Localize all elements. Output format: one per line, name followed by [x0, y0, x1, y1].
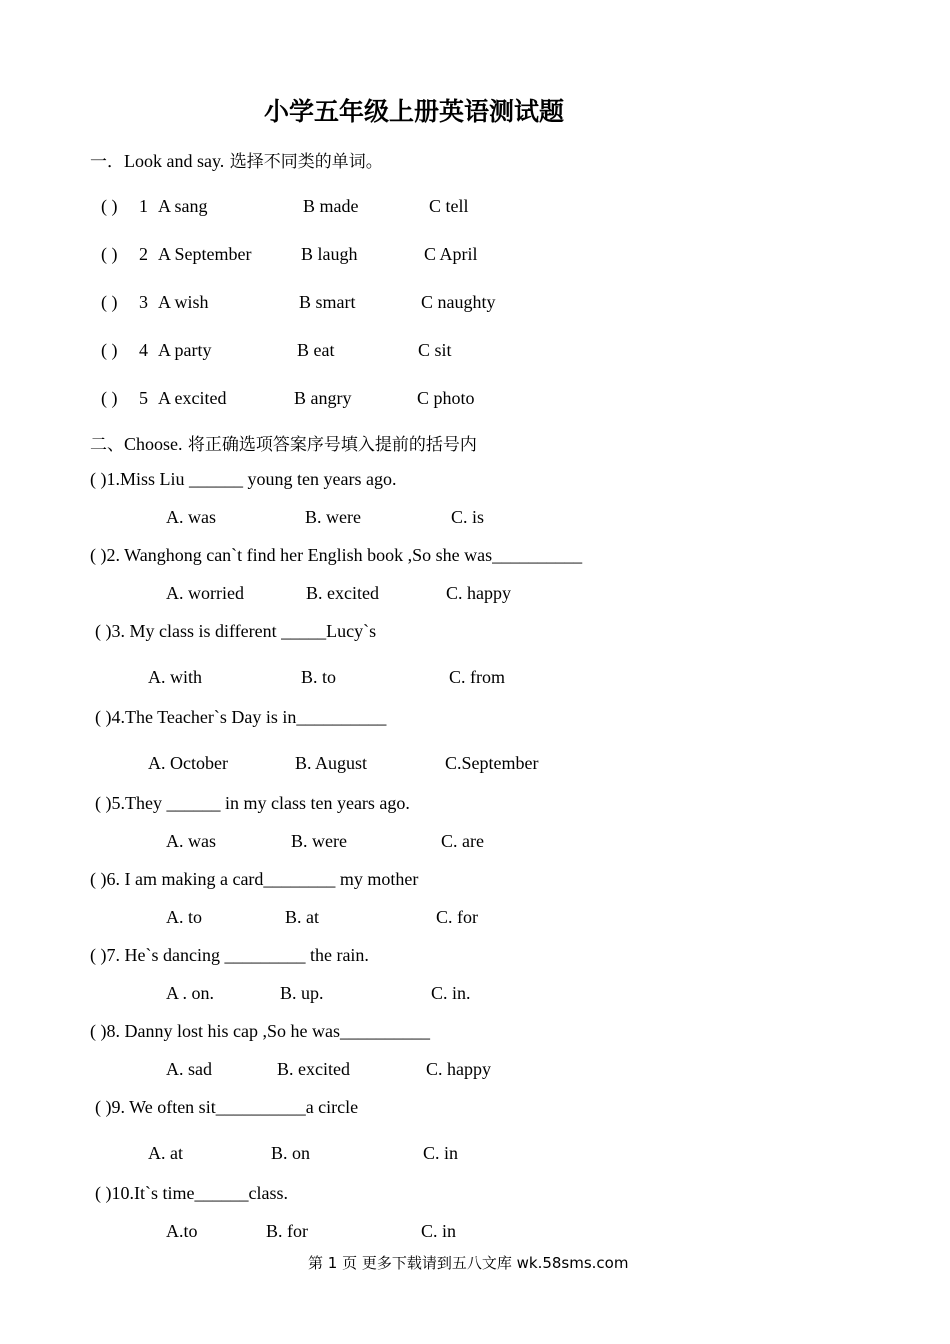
q7-stem: ( )7. He`s dancing _________ the rain.	[90, 945, 369, 965]
q10-stem: ( )10.It`s time______class.	[95, 1183, 288, 1203]
s1-item-2-option-a: A September	[158, 244, 252, 264]
q9-stem: ( )9. We often sit__________a circle	[95, 1097, 359, 1117]
q1-option-c: C. is	[451, 507, 485, 527]
q8-stem: ( )8. Danny lost his cap ,So he was__________	[90, 1021, 430, 1041]
q5-option-a: A. was	[166, 831, 216, 851]
s1-item-4-number: 4	[139, 340, 148, 360]
s1-item-5-option-b: B angry	[294, 388, 352, 408]
q10-option-b: B. for	[266, 1221, 308, 1241]
q4-stem: ( )4.The Teacher`s Day is in__________	[95, 707, 387, 727]
q4-option-c: C.September	[445, 753, 539, 773]
q7-option-c: C. in.	[431, 983, 471, 1003]
q2-option-a: A. worried	[166, 583, 244, 603]
q8-option-c: C. happy	[426, 1059, 491, 1079]
q2-option-b: B. excited	[306, 583, 379, 603]
q9-option-a: A. at	[148, 1143, 183, 1163]
page-title: 小学五年级上册英语测试题	[264, 97, 565, 126]
s1-item-1-option-a: A sang	[158, 196, 208, 216]
q3-option-c: C. from	[449, 667, 505, 687]
q5-option-b: B. were	[291, 831, 347, 851]
page-footer: 第 1 页 更多下载请到五八文库 wk.58sms.com	[308, 1254, 629, 1272]
q3-stem: ( )3. My class is different _____Lucy`s	[95, 621, 377, 641]
s1-item-3-paren: ( )	[101, 292, 118, 312]
q3-option-a: A. with	[148, 667, 202, 687]
q8-option-b: B. excited	[277, 1059, 350, 1079]
q5-stem: ( )5.They ______ in my class ten years ago.	[95, 793, 410, 813]
q4-option-a: A. October	[148, 753, 228, 773]
section-1-title-en: Look and say.	[124, 151, 225, 171]
s1-item-4-option-a: A party	[158, 340, 212, 360]
s1-item-4-paren: ( )	[101, 340, 118, 360]
q3-option-b: B. to	[301, 667, 337, 687]
s1-item-2-option-c: C April	[424, 244, 478, 264]
q1-stem: ( )1.Miss Liu ______ young ten years ago.	[90, 469, 397, 489]
q7-option-b: B. up.	[280, 983, 324, 1003]
section-2-title-en: Choose.	[124, 434, 183, 454]
q6-option-a: A. to	[166, 907, 202, 927]
q6-option-b: B. at	[285, 907, 319, 927]
section-2-heading	[90, 430, 477, 455]
s1-item-5-option-a: A excited	[158, 388, 227, 408]
s1-item-1-paren: ( )	[101, 196, 118, 216]
s1-item-3-number: 3	[139, 292, 148, 312]
q7-option-a: A . on.	[166, 983, 215, 1003]
q10-option-c: C. in	[421, 1221, 457, 1241]
s1-item-1-option-c: C tell	[429, 196, 469, 216]
s1-item-3-option-c: C naughty	[421, 292, 496, 312]
s1-item-1-number: 1	[139, 196, 148, 216]
q10-option-a: A.to	[166, 1221, 198, 1241]
s1-item-2-option-b: B laugh	[301, 244, 358, 264]
section-1-heading	[90, 147, 383, 172]
s1-item-5-paren: ( )	[101, 388, 118, 408]
q9-option-c: C. in	[423, 1143, 459, 1163]
s1-item-3-option-a: A wish	[158, 292, 209, 312]
q2-stem: ( )2. Wanghong can`t find her English book ,So she was__________	[90, 545, 583, 565]
s1-item-5-option-c: C photo	[417, 388, 475, 408]
section-2-number: 二、	[90, 435, 124, 455]
q5-option-c: C. are	[441, 831, 484, 851]
section-2-title-cn: 将正确选项答案序号填入提前的括号内	[182, 435, 477, 455]
q8-option-a: A. sad	[166, 1059, 212, 1079]
q6-option-c: C. for	[436, 907, 478, 927]
q6-stem: ( )6. I am making a card________ my mother	[90, 869, 419, 889]
q9-option-b: B. on	[271, 1143, 311, 1163]
q4-option-b: B. August	[295, 753, 368, 773]
s1-item-4-option-c: C sit	[418, 340, 452, 360]
q2-option-c: C. happy	[446, 583, 511, 603]
s1-item-3-option-b: B smart	[299, 292, 356, 312]
q1-option-b: B. were	[305, 507, 361, 527]
s1-item-2-paren: ( )	[101, 244, 118, 264]
s1-item-2-number: 2	[139, 244, 148, 264]
s1-item-4-option-b: B eat	[297, 340, 335, 360]
s1-item-5-number: 5	[139, 388, 148, 408]
section-1-number: 一．	[90, 152, 124, 172]
q1-option-a: A. was	[166, 507, 216, 527]
section-1-title-cn: 选择不同类的单词。	[224, 152, 383, 172]
s1-item-1-option-b: B made	[303, 196, 359, 216]
